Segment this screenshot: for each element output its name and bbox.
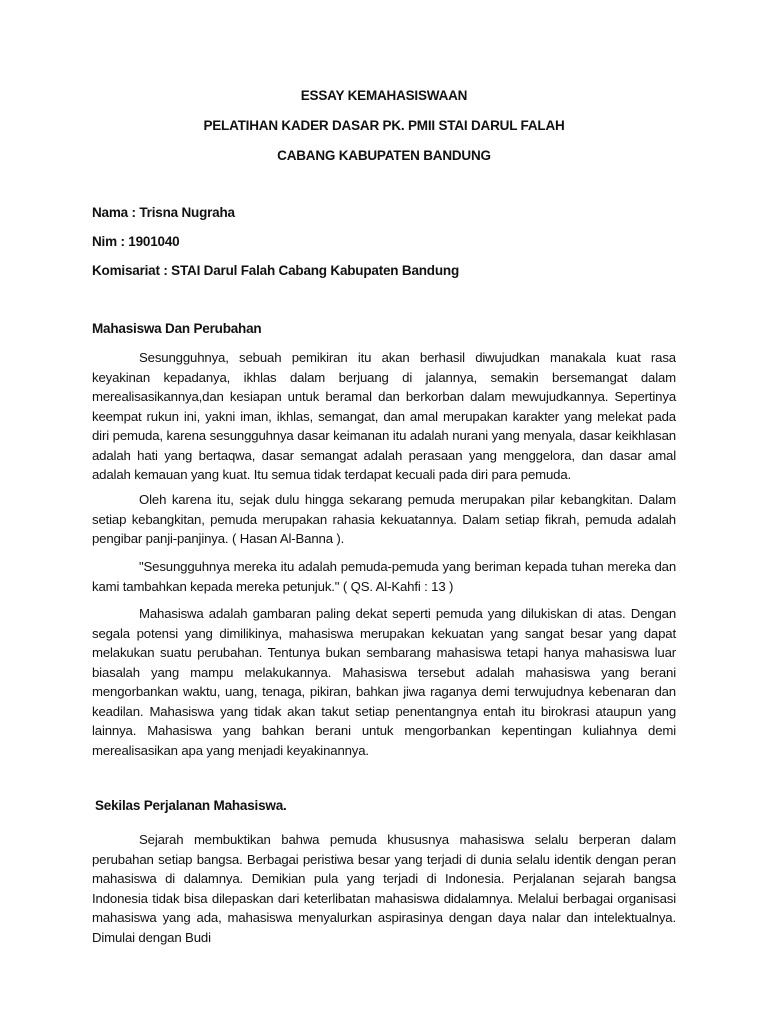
essay-subtitle: PELATIHAN KADER DASAR PK. PMII STAI DARUL FALAH xyxy=(203,118,565,133)
identity-nim: Nim : 1901040 xyxy=(92,234,180,249)
paragraph-1: Sesungguhnya, sebuah pemikiran itu akan berhasil diwujudkan manakala kuat rasa keyakinan kepadanya, ikhlas dalam berjuang di jalannya, semakin bersemangat dalam merealisasikannya,dan kesiapan untuk beramal dan berkorban dalam mewujudkannya. Sepertinya keempat rukun ini, yakni iman, ikhlas, semangat, dan amal merupakan karakter yang melekat pada diri pemuda, karena sesungguhnya dasar keimanan itu adalah nurani yang menyala, dasar keikhlasan adalah hati yang bertaqwa, dasar semangat adalah perasaan yang menggelora, dan dasar amal adalah kemauan yang kuat. Itu semua tidak terdapat kecuali pada diri para pemuda. xyxy=(92,350,676,482)
paragraph-3: Mahasiswa adalah gambaran paling dekat seperti pemuda yang dilukiskan di atas. Dengan segala potensi yang dimilikinya, mahasiswa merupakan kekuatan yang sangat besar yang dapat melakukan suatu perubahan. Tentunya bukan sembarang mahasiswa tetapi hanya mahasiswa luar biasalah yang mampu melakukannya. Mahasiswa tersebut adalah mahasiswa yang berani mengorbankan waktu, uang, tenaga, pikiran, bahkan jiwa raganya demi terwujudnya kebenaran dan keadilan. Mahasiswa yang tidak akan takut setiap penentangnya entah itu birokrasi ataupun yang lainnya. Mahasiswa yang bahkan berani untuk mengorbankan kepentingan kuliahnya demi merealisasikan apa yang menjadi keyakinannya. xyxy=(92,606,676,758)
paragraph-4: Sejarah membuktikan bahwa pemuda khususnya mahasiswa selalu berperan dalam perubahan setiap bangsa. Berbagai peristiwa besar yang terjadi di dunia selalu identik dengan peran mahasiswa di dalamnya. Demikian pula yang terjadi di Indonesia. Perjalanan sejarah bangsa Indonesia tidak bisa dilepaskan dari keterlibatan mahasiswa didalamnya. Melalui berbagai organisasi mahasiswa yang ada, mahasiswa menyalurkan aspirasinya dengan daya nalar dan intelektualnya. Dimulai dengan Budi xyxy=(92,832,676,945)
paragraph-quote: "Sesungguhnya mereka itu adalah pemuda-pemuda yang beriman kepada tuhan mereka dan kami tambahkan kepada mereka petunjuk." ( QS. Al-Kahfi : 13 ) xyxy=(92,559,676,594)
essay-branch: CABANG KABUPATEN BANDUNG xyxy=(277,148,491,163)
section-heading-mahasiswa-dan-perubahan: Mahasiswa Dan Perubahan xyxy=(92,321,262,336)
section-heading-sekilas-perjalanan: Sekilas Perjalanan Mahasiswa. xyxy=(95,798,287,813)
identity-name: Nama : Trisna Nugraha xyxy=(92,205,235,220)
identity-komisariat: Komisariat : STAI Darul Falah Cabang Kabupaten Bandung xyxy=(92,263,459,278)
paragraph-2: Oleh karena itu, sejak dulu hingga sekarang pemuda merupakan pilar kebangkitan. Dalam setiap kebangkitan, pemuda merupakan rahasia kekuatannya. Dalam setiap fikrah, pemuda adalah pengibar panji-panjinya. ( Hasan Al-Banna ). xyxy=(92,492,676,546)
essay-title: ESSAY KEMAHASISWAAN xyxy=(300,88,468,103)
